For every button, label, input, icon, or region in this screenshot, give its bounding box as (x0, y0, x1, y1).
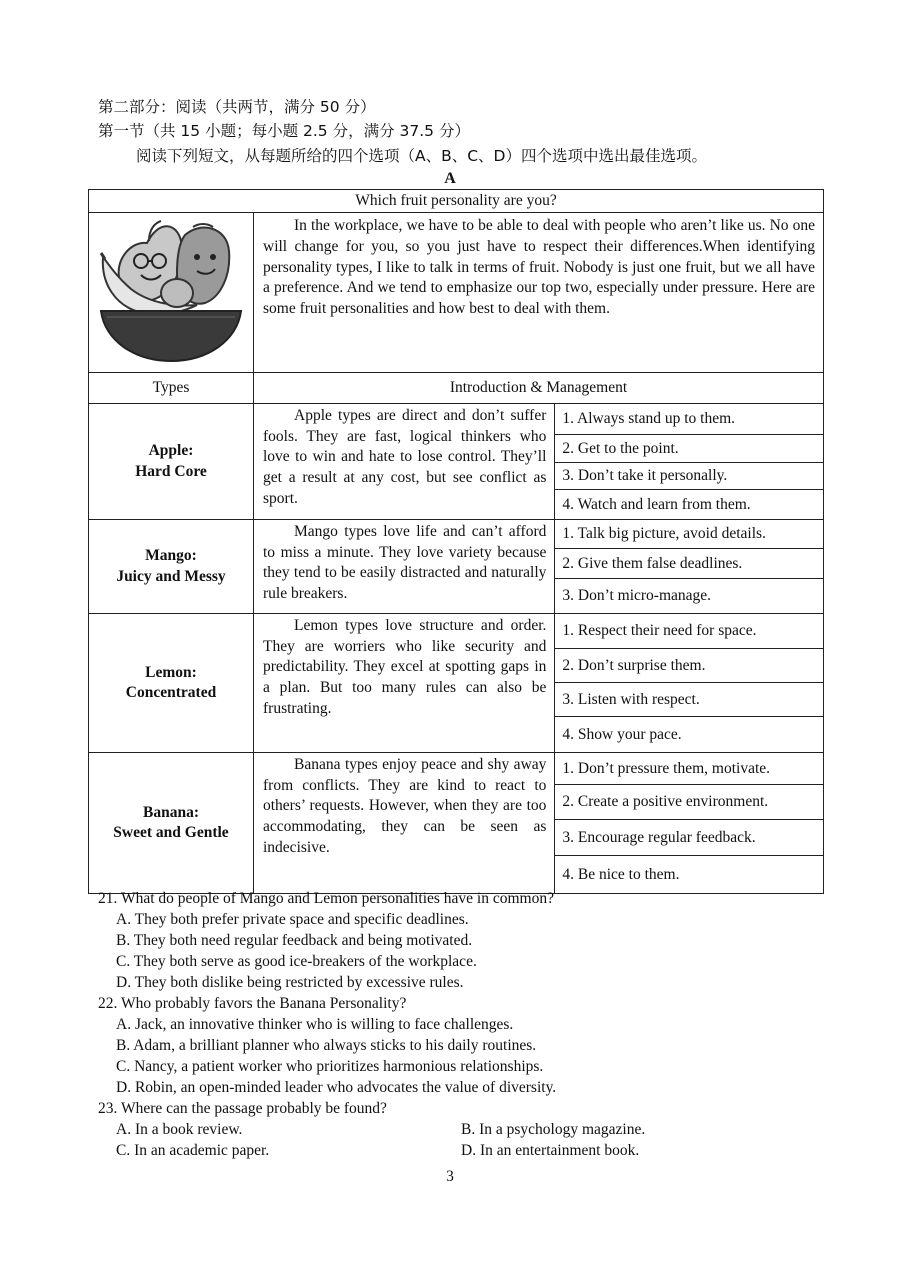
question-23-option-b: B. In a psychology magazine. (461, 1121, 646, 1138)
types-column-header: Types (89, 373, 254, 404)
question-23-stem: 23. Where can the passage probably be found? (98, 1100, 387, 1117)
table-row-banana (89, 753, 824, 894)
tip-item: 3. Don’t take it personally. (555, 463, 823, 490)
type-name: Lemon: (145, 663, 197, 681)
type-name: Banana: (143, 803, 199, 821)
question-21-option-a: A. They both prefer private space and specific deadlines. (116, 911, 469, 928)
table-row-lemon (89, 614, 824, 753)
question-22-option-d: D. Robin, an open-minded leader who advocates the value of diversity. (116, 1079, 557, 1096)
question-22-option-c: C. Nancy, a patient worker who prioritizes harmonious relationships. (116, 1058, 544, 1075)
tip-item: 1. Always stand up to them. (555, 404, 823, 435)
desc-banana (254, 753, 555, 894)
tip-item: 2. Create a positive environment. (555, 785, 823, 820)
desc-mango (254, 520, 555, 614)
type-subtitle: Sweet and Gentle (113, 824, 229, 841)
question-21-option-c: C. They both serve as good ice-breakers of the workplace. (116, 953, 477, 970)
type-name: Apple: (148, 442, 194, 459)
tip-item: 2. Give them false deadlines. (555, 549, 823, 579)
intro-cell (254, 213, 824, 373)
desc-apple (254, 404, 555, 520)
tip-item: 3. Encourage regular feedback. (555, 820, 823, 856)
tips-mango (555, 520, 824, 614)
table-row-mango (89, 520, 824, 614)
tip-item: 2. Get to the point. (555, 435, 823, 463)
tips-lemon (555, 614, 824, 753)
page-number: 3 (446, 1168, 454, 1185)
tips-banana (555, 753, 824, 894)
question-21-option-b: B. They both need regular feedback and being motivated. (116, 932, 473, 949)
type-banana (89, 753, 254, 894)
fruit-personality-table (88, 189, 824, 894)
fruit-bowl-illustration (89, 213, 254, 373)
intro-text: In the workplace, we have to be able to deal with people who aren’t like us. No one will change for you, so you just have to respect their differences.When identifying personality types, I like to talk in terms of fruit. Nobody is just one fruit, but we all have a preference. And we tend to emphasize our top two, especially under pressure. Here are some fruit personalities and how best to deal with them. (263, 217, 815, 318)
question-22-stem: 22. Who probably favors the Banana Personality? (98, 995, 407, 1012)
tips-apple (555, 404, 824, 520)
fruit-bowl-icon (89, 213, 253, 367)
instructions: 阅读下列短文，从每题所给的四个选项（A、B、C、D）四个选项中选出最佳选项。 (136, 147, 707, 165)
passage-label: A (444, 170, 456, 187)
question-23-option-c: C. In an academic paper. (116, 1142, 270, 1159)
type-description: Apple types are direct and don’t suffer fools. They are fast, logical thinkers who love to win and hate to lose control. They’ll get a result at any cost, but see conflict as sport. (263, 407, 547, 507)
type-mango (89, 520, 254, 614)
tip-item: 4. Show your pace. (562, 725, 682, 743)
question-21-option-d: D. They both dislike being restricted by excessive rules. (116, 974, 464, 991)
tip-item: 4. Be nice to them. (562, 865, 680, 883)
type-description: Banana types enjoy peace and shy away from conflicts. They are kind to react to others’ requests. However, when they are too accommodating, they can be seen as indecisive. (263, 756, 547, 856)
type-lemon (89, 614, 254, 753)
question-23-option-a: A. In a book review. (116, 1121, 243, 1138)
type-apple (89, 404, 254, 520)
type-subtitle: Hard Core (135, 462, 207, 480)
question-23-option-d: D. In an entertainment book. (461, 1142, 640, 1159)
type-description: Lemon types love structure and order. They are worriers who like security and predictability. They excel at spotting gaps in a plan. But too many rules can also be frustrating. (263, 617, 547, 717)
tip-item: 1. Don’t pressure them, motivate. (555, 753, 823, 785)
tip-item: 2. Don’t surprise them. (555, 649, 823, 683)
type-description: Mango types love life and can’t afford to miss a minute. They love variety because they tend to be easily distracted and naturally rule breakers. (263, 523, 547, 603)
table-title: Which fruit personality are you? (89, 190, 824, 213)
section-heading: 第二部分：阅读（共两节，满分 50 分） (98, 98, 376, 116)
tip-item: 4. Watch and learn from them. (562, 495, 751, 513)
subsection-heading: 第一节（共 15 小题；每小题 2.5 分，满分 37.5 分） (98, 122, 470, 140)
type-name: Mango: (145, 547, 197, 564)
question-22-option-b: B. Adam, a brilliant planner who always sticks to his daily routines. (116, 1037, 537, 1054)
question-22-option-a: A. Jack, an innovative thinker who is willing to face challenges. (116, 1016, 514, 1033)
tip-item: 3. Don’t micro-manage. (562, 587, 712, 604)
tip-item: 1. Talk big picture, avoid details. (555, 520, 823, 549)
type-subtitle: Concentrated (125, 684, 217, 701)
desc-lemon (254, 614, 555, 753)
tip-item: 1. Respect their need for space. (555, 614, 823, 649)
tip-item: 3. Listen with respect. (555, 683, 823, 717)
question-21-stem: 21. What do people of Mango and Lemon personalities have in common? (98, 890, 554, 907)
type-subtitle: Juicy and Messy (116, 567, 226, 585)
intro-column-header: Introduction & Management (254, 373, 824, 404)
table-row-apple (89, 404, 824, 520)
